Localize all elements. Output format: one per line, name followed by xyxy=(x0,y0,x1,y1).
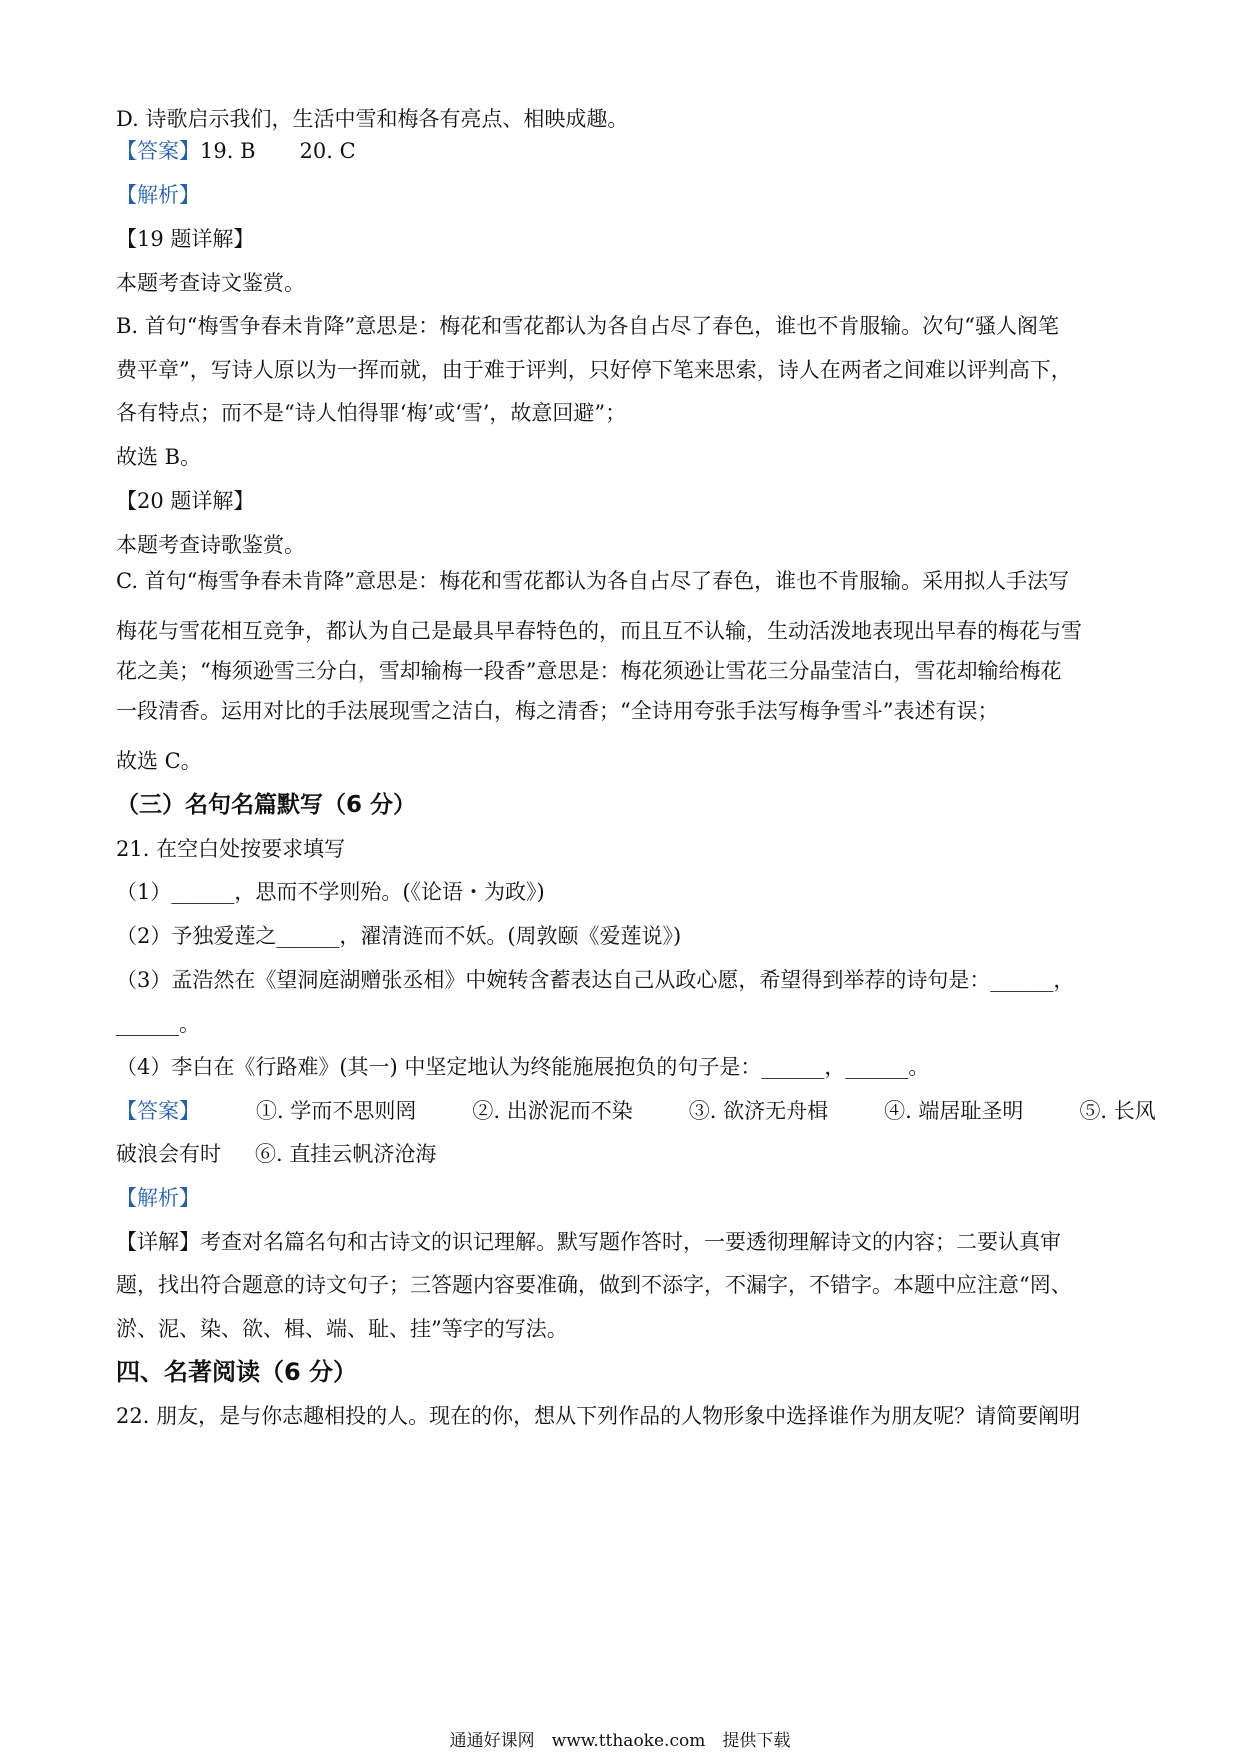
q20-conclusion: 故选 C。 xyxy=(116,749,202,773)
q21-item-3-cont: ______。 xyxy=(116,1012,200,1036)
answer-item-4: ④. 端居耻圣明 xyxy=(884,1099,1024,1123)
detail-line-3: 淤、泥、染、欲、楫、端、耻、挂”等字的写法。 xyxy=(116,1317,568,1341)
q19-detail-heading: 【19 题详解】 xyxy=(116,227,255,251)
detail-line-2: 题，找出符合题意的诗文句子；三答题内容要准确，做到不添字，不漏字，不错字。本题中应注意“罔、 xyxy=(116,1273,1072,1297)
analysis-tag-2: 【解析】 xyxy=(116,1186,200,1210)
option-d-line: D. 诗歌启示我们，生活中雪和梅各有亮点、相映成趣。 xyxy=(116,107,629,131)
analysis-tag-1: 【解析】 xyxy=(116,183,200,207)
q20-topic: 本题考查诗歌鉴赏。 xyxy=(116,533,305,557)
q22-prompt: 22. 朋友，是与你志趣相投的人。现在的你，想从下列作品的人物形象中选择谁作为朋友呢？请简要阐明 xyxy=(116,1404,1081,1428)
q20-detail-heading: 【20 题详解】 xyxy=(116,489,255,513)
q21-prompt: 21. 在空白处按要求填写 xyxy=(116,837,346,861)
section-4-heading: 四、名著阅读（6 分） xyxy=(116,1358,358,1386)
answer-item-5-part-2: 破浪会有时 xyxy=(116,1142,221,1166)
q20-text-line-1: C. 首句“梅雪争春未肯降”意思是：梅花和雪花都认为各自占尽了春色，谁也不肯服输。采用拟人手法写 xyxy=(116,569,1070,593)
answer-item-5-part-1: ⑤. 长风 xyxy=(1079,1099,1156,1123)
answer-item-3: ③. 欲济无舟楫 xyxy=(688,1099,829,1123)
answer-line-1 xyxy=(116,136,1136,166)
answer-19: 19. B xyxy=(200,139,256,163)
answer-20: 20. C xyxy=(299,139,356,163)
answer-line-2 xyxy=(116,1096,1156,1126)
section-3-heading: （三）名句名篇默写（6 分） xyxy=(116,792,417,818)
q19-text-line-2: 费平章”，写诗人原以为一挥而就，由于难于评判，只好停下笔来思索，诗人在两者之间难以评判高下， xyxy=(116,358,1072,382)
answer-item-1: ①. 学而不思则罔 xyxy=(256,1099,417,1123)
q20-text-line-2: 梅花与雪花相互竞争，都认为自己是最具早春特色的，而且互不认输，生动活泼地表现出早春的梅花与雪 xyxy=(116,619,1082,643)
answer-tag: 【答案】 xyxy=(116,139,200,163)
detail-tag: 【详解】 xyxy=(116,1230,200,1254)
q20-text-line-4: 一段清香。运用对比的手法展现雪之洁白，梅之清香；“全诗用夸张手法写梅争雪斗”表述有误； xyxy=(116,699,999,723)
page-footer: 通通好课网 www.tthaoke.com 提供下载 xyxy=(449,1731,791,1751)
q19-topic: 本题考查诗文鉴赏。 xyxy=(116,271,305,295)
q19-text-line-3: 各有特点；而不是“诗人怕得罪‘梅’或‘雪’，故意回避”； xyxy=(116,401,627,425)
detail-line-1 xyxy=(116,1227,1136,1257)
answer-item-6: ⑥. 直挂云帆济沧海 xyxy=(255,1142,437,1166)
q21-item-1: （1）______，思而不学则殆。(《论语・为政》) xyxy=(116,880,545,904)
answer-item-2: ②. 出淤泥而不染 xyxy=(472,1099,633,1123)
q21-item-2: （2）予独爱莲之______，濯清涟而不妖。(周敦颐《爱莲说》) xyxy=(116,924,682,948)
detail-text-1: 考查对名篇名句和古诗文的识记理解。默写题作答时，一要透彻理解诗文的内容；二要认真审 xyxy=(200,1230,1061,1254)
q21-item-3: （3）孟浩然在《望洞庭湖赠张丞相》中婉转含蓄表达自己从政心愿，希望得到举荐的诗句是：______， xyxy=(116,968,1075,992)
q20-text-line-3: 花之美；“梅须逊雪三分白，雪却输梅一段香”意思是：梅花须逊让雪花三分晶莹洁白，雪花却输给梅花 xyxy=(116,659,1062,683)
q19-conclusion: 故选 B。 xyxy=(116,445,202,469)
q19-text-line-1: B. 首句“梅雪争春未肯降”意思是：梅花和雪花都认为各自占尽了春色，谁也不肯服输。次句“骚人阁笔 xyxy=(116,314,1059,338)
answer-tag: 【答案】 xyxy=(116,1099,200,1123)
q21-item-4: （4）李白在《行路难》(其一) 中坚定地认为终能施展抱负的句子是：______，______。 xyxy=(116,1055,930,1079)
answer-line-2-cont xyxy=(116,1139,1136,1169)
